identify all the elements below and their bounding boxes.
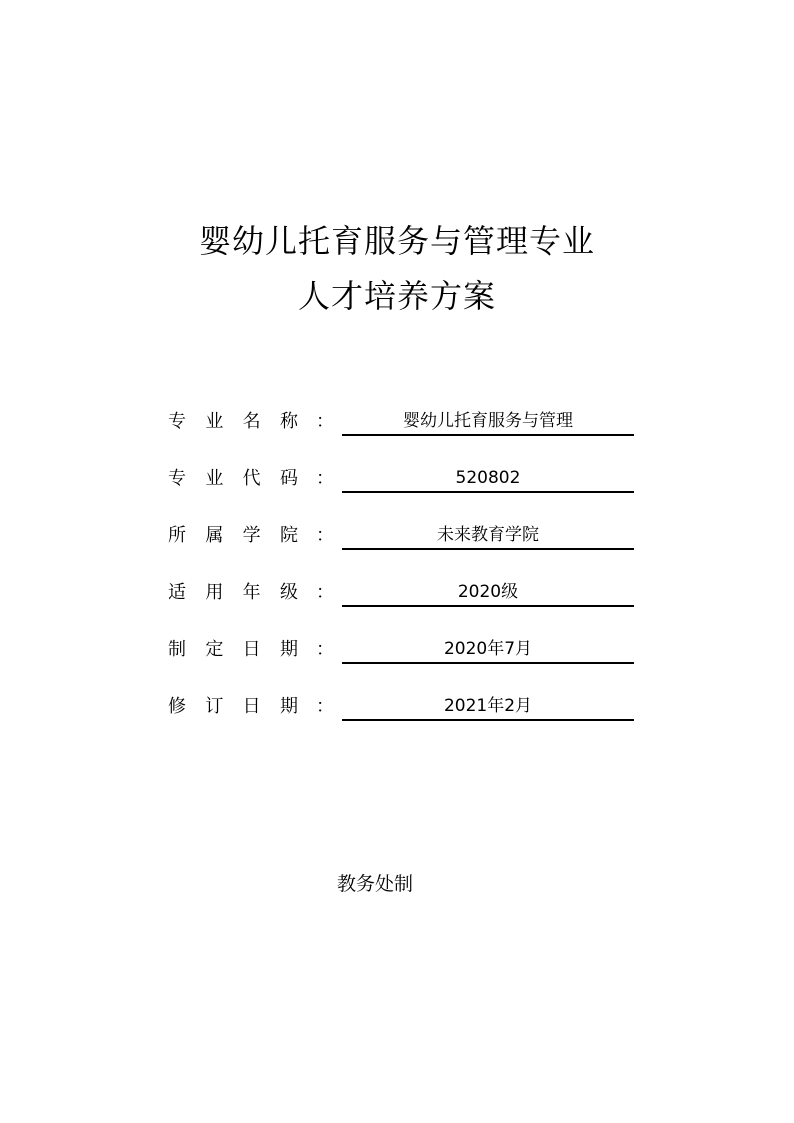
label-char: 码 [279,468,298,489]
label-char: 属 [205,525,224,546]
label-char: 修 [168,696,186,717]
label-char: 代 [242,468,261,489]
info-row-major-code [168,462,634,519]
label-char: 订 [205,696,224,717]
label-char: 年 [242,582,261,603]
label-char: 学 [242,525,261,546]
document-title-line-2: 人才培养方案 [297,277,496,315]
info-value-major-code: 520802 [342,465,634,493]
label-char: 业 [205,468,224,489]
label-char: 级 [279,582,298,603]
info-label [168,524,298,548]
info-label [168,467,298,491]
info-colon: ： [316,696,334,717]
issuer-text: 教务处制 [336,873,413,895]
info-value-created-date: 2020年7月 [342,636,634,664]
label-char: 院 [279,525,298,546]
info-table [168,405,634,747]
label-char: 称 [279,411,298,432]
label-char: 所 [168,525,186,546]
info-label [168,410,298,434]
info-colon: ： [316,582,334,603]
info-row-grade [168,576,634,633]
label-char: 日 [242,639,261,660]
label-char: 期 [279,639,298,660]
label-char: 用 [205,582,224,603]
info-value-revised-date: 2021年2月 [342,693,634,721]
info-value-major-name: 婴幼儿托育服务与管理 [342,408,634,436]
info-row-revised-date [168,690,634,747]
label-char: 专 [168,411,186,432]
info-label [168,581,298,605]
label-char: 专 [168,468,186,489]
info-colon: ： [316,525,334,546]
label-char: 日 [242,696,261,717]
label-char: 业 [205,411,224,432]
info-value-grade: 2020级 [342,579,634,607]
info-row-major-name [168,405,634,462]
label-char: 适 [168,582,186,603]
info-label [168,695,298,719]
info-label [168,638,298,662]
label-char: 名 [242,411,261,432]
info-row-created-date [168,633,634,690]
label-char: 定 [205,639,224,660]
info-colon: ： [316,639,334,660]
label-char: 制 [168,639,186,660]
document-title-line-1: 婴幼儿托育服务与管理专业 [198,222,595,260]
info-value-college: 未来教育学院 [342,522,634,550]
info-colon: ： [316,411,334,432]
info-row-college [168,519,634,576]
label-char: 期 [279,696,298,717]
info-colon: ： [316,468,334,489]
